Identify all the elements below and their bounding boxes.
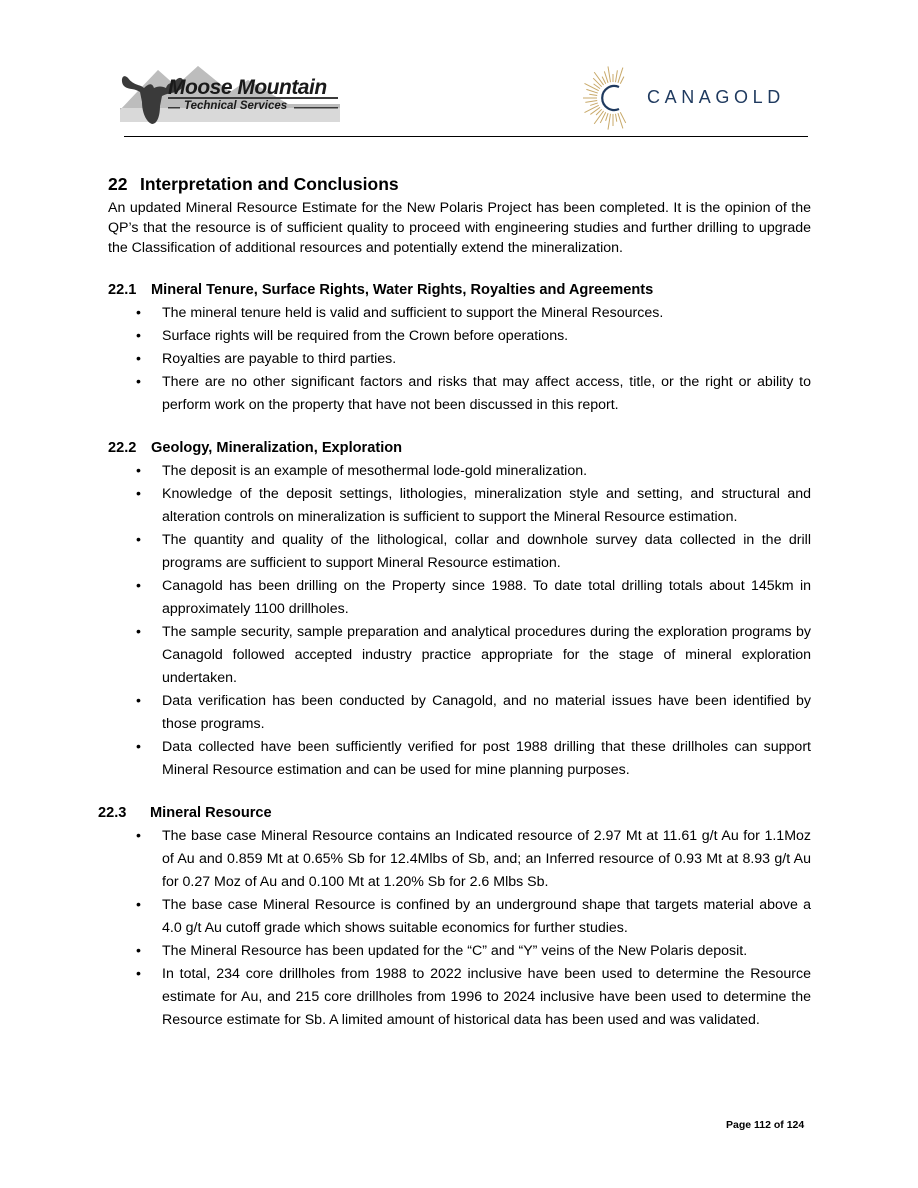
bullet-text: Data collected have been sufficiently verified for post 1988 drilling that these drillholes can support Mineral Resource estimation and can be used for mine planning purposes.	[162, 739, 811, 778]
bullet-item	[108, 575, 811, 621]
bullet-icon: •	[136, 739, 141, 755]
bullet-text: Surface rights will be required from the Crown before operations.	[162, 328, 569, 344]
bullet-icon: •	[136, 828, 141, 844]
section-title: Interpretation and Conclusions	[140, 174, 399, 194]
subsection-number: 22.3	[98, 805, 127, 821]
bullet-text: Data verification has been conducted by Canagold, and no material issues have been identified by those programs.	[162, 693, 811, 732]
bullet-text: Canagold has been drilling on the Property since 1988. To date total drilling totals about 145km in approximately 1100 drillholes.	[162, 578, 811, 617]
subsection-heading	[108, 438, 811, 458]
subsection-list	[98, 280, 811, 1032]
moose-mountain-name: Moose Mountain	[168, 76, 327, 99]
bullet-icon: •	[136, 305, 141, 321]
canagold-sunburst-icon	[583, 64, 643, 134]
bullet-item	[108, 940, 811, 963]
bullet-text: The quantity and quality of the lithological, collar and downhole survey data collected in the drill programs are sufficient to support Mineral Resource estimation.	[162, 532, 811, 571]
bullet-item	[108, 483, 811, 529]
bullet-icon: •	[136, 328, 141, 344]
bullet-item	[108, 736, 811, 782]
bullet-text: Royalties are payable to third parties.	[162, 351, 397, 367]
moose-mountain-subtitle: Technical Services	[184, 100, 288, 112]
subsection	[98, 803, 811, 1032]
bullet-item	[108, 325, 811, 348]
bullet-item	[108, 371, 811, 417]
section-intro: An updated Mineral Resource Estimate for the New Polaris Project has been completed. It is the opinion of the QP’s that the resource is of sufficient quality to proceed with engineering studies and further drilling to upgrade the Classification of additional resources and potentially extend the mineralization.	[108, 200, 811, 256]
bullet-item	[108, 460, 811, 483]
bullet-icon: •	[136, 624, 141, 640]
canagold-logo	[583, 64, 813, 134]
subsection-title: Mineral Resource	[150, 805, 272, 821]
subsection-number: 22.2	[108, 440, 137, 456]
bullet-item	[108, 894, 811, 940]
bullet-text: The base case Mineral Resource is confined by an underground shape that targets material above a 4.0 g/t Au cutoff grade which shows suitable economics for further studies.	[162, 897, 811, 936]
bullet-icon: •	[136, 966, 141, 982]
bullet-item	[108, 825, 811, 894]
canagold-wordmark: CANAGOLD	[647, 87, 785, 107]
bullet-item	[108, 963, 811, 1032]
section-heading	[108, 172, 811, 196]
subsection-heading	[98, 803, 811, 823]
bullet-icon: •	[136, 351, 141, 367]
bullet-item	[108, 621, 811, 690]
bullet-item	[108, 302, 811, 325]
bullet-icon: •	[136, 532, 141, 548]
bullet-text: Knowledge of the deposit settings, lithologies, mineralization style and setting, and structural and alteration controls on mineralization is sufficient to support the Mineral Resource estimation.	[162, 486, 811, 525]
header-rule	[124, 136, 808, 137]
bullet-text: There are no other significant factors and risks that may affect access, title, or the right or ability to perform work on the property that have not been discussed in this report.	[162, 374, 811, 413]
bullet-icon: •	[136, 897, 141, 913]
bullet-text: The sample security, sample preparation and analytical procedures during the exploration programs by Canagold followed accepted industry practice appropriate for the stage of mineral exploration undertaken.	[162, 624, 811, 686]
page-number: Page 112 of 124	[726, 1119, 805, 1131]
subsection	[108, 438, 811, 782]
bullet-text: The deposit is an example of mesothermal lode-gold mineralization.	[162, 463, 588, 479]
subsection-heading	[108, 280, 811, 300]
bullet-text: The mineral tenure held is valid and sufficient to support the Mineral Resources.	[162, 305, 664, 321]
bullet-text: In total, 234 core drillholes from 1988 to 2022 inclusive have been used to determine the Resource estimate for Au, and 215 core drillholes from 1996 to 2024 inclusive have been used to determine the Resource estimate for Sb. A limited amount of historical data has been used and was validated.	[162, 966, 811, 1028]
bullet-icon: •	[136, 463, 141, 479]
bullet-list	[108, 460, 811, 782]
bullet-icon: •	[136, 578, 141, 594]
bullet-icon: •	[136, 693, 141, 709]
section-number: 22	[108, 174, 128, 194]
page-body	[98, 172, 811, 1032]
subsection	[108, 280, 811, 417]
bullet-list	[108, 302, 811, 417]
bullet-icon: •	[136, 486, 141, 502]
bullet-icon: •	[136, 374, 141, 390]
bullet-item	[108, 529, 811, 575]
subsection-title: Mineral Tenure, Surface Rights, Water Rights, Royalties and Agreements	[151, 282, 654, 298]
bullet-text: The base case Mineral Resource contains an Indicated resource of 2.97 Mt at 11.61 g/t Au for 1.1Moz of Au and 0.859 Mt at 0.65% Sb for 12.4Mlbs of Sb, and; an Inferred resource of 0.93 Mt at 8.93 g/t Au for 0.27 Moz of Au and 0.100 Mt at 1.20% Sb for 2.6 Mlbs Sb.	[162, 828, 811, 890]
page-header	[0, 0, 918, 140]
subsection-title: Geology, Mineralization, Exploration	[151, 440, 403, 456]
subsection-number: 22.1	[108, 282, 137, 298]
bullet-item	[108, 348, 811, 371]
bullet-text: The Mineral Resource has been updated for the “C” and “Y” veins of the New Polaris deposit.	[162, 943, 748, 959]
bullet-list	[108, 825, 811, 1032]
moose-mountain-logo	[118, 62, 348, 128]
bullet-item	[108, 690, 811, 736]
bullet-icon: •	[136, 943, 141, 959]
